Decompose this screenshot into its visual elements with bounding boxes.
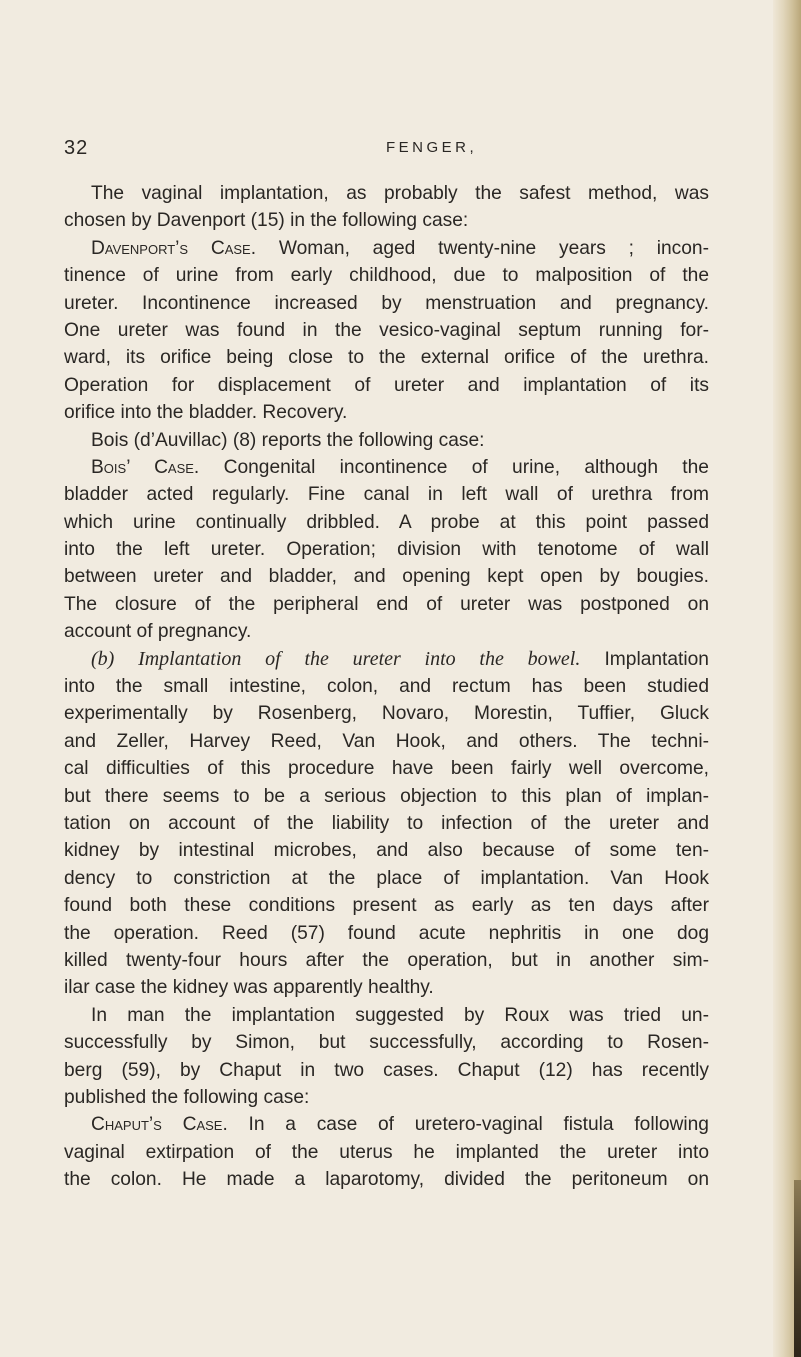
- text-line: orifice into the bladder. Recovery.: [64, 402, 348, 424]
- text-line: and Zeller, Harvey Reed, Van Hook, and others. The techni-: [64, 730, 709, 752]
- body-text: [64, 180, 709, 1193]
- text-line: which urine continually dribbled. A probe at this point passed: [64, 511, 709, 533]
- text-line: kidney by intestinal microbes, and also because of some ten-: [64, 840, 709, 862]
- case-title: Bois’ Case.: [91, 456, 200, 478]
- section-heading-line: [64, 646, 709, 673]
- case-title: Chaput’s Case.: [91, 1114, 228, 1136]
- text-line: Woman, aged twenty-nine years ; incon-: [278, 237, 709, 259]
- page-edge-shadow: [794, 1180, 801, 1357]
- text-line: tinence of urine from early childhood, due to malposition of the: [64, 265, 709, 287]
- text-line: The closure of the peripheral end of ureter was postponed on: [64, 593, 709, 615]
- text-line: tation on account of the liability to infection of the ureter and: [64, 812, 709, 834]
- case-title: Davenport’s Case.: [91, 237, 257, 259]
- text-line: the operation. Reed (57) found acute nephritis in one dog: [64, 922, 709, 944]
- text-line: One ureter was found in the vesico-vaginal septum running for-: [64, 319, 709, 341]
- text-line: into the left ureter. Operation; division with tenotome of wall: [64, 539, 709, 561]
- text-line: Operation for displacement of ureter and implantation of its: [64, 374, 709, 396]
- text-line: between ureter and bladder, and opening kept open by bougies.: [64, 566, 709, 588]
- page-header: [64, 137, 720, 177]
- text-line: ward, its orifice being close to the external orifice of the urethra.: [64, 347, 709, 369]
- text-line: found both these conditions present as early as ten days after: [64, 895, 709, 917]
- text-line: berg (59), by Chaput in two cases. Chaput (12) has recently: [64, 1059, 709, 1081]
- text-line: chosen by Davenport (15) in the following case:: [64, 210, 469, 232]
- text-line: The vaginal implantation, as probably the safest method, was: [91, 183, 709, 204]
- running-head: FENGER,: [386, 139, 478, 156]
- text-line: vaginal extirpation of the uterus he implanted the ureter into: [64, 1141, 709, 1163]
- text-line: Congenital incontinence of urine, although the: [223, 456, 709, 478]
- text-line: killed twenty-four hours after the operation, but in another sim-: [64, 949, 709, 971]
- text-line: bladder acted regularly. Fine canal in left wall of urethra from: [64, 484, 709, 506]
- text-line: successfully by Simon, but successfully, according to Rosen-: [64, 1032, 709, 1054]
- text-line: Implantation: [604, 648, 709, 670]
- section-title: (b) Implantation of the ureter into the bowel.: [91, 647, 581, 670]
- page-gutter-shadow: [773, 0, 801, 1357]
- text-line: but there seems to be a serious objection to this plan of implan-: [64, 785, 709, 807]
- text-line: cal difficulties of this procedure have been fairly well overcome,: [64, 758, 709, 780]
- text-line: experimentally by Rosenberg, Novaro, Morestin, Tuffier, Gluck: [64, 703, 709, 725]
- case-heading-line: [64, 235, 709, 262]
- text-line: dency to constriction at the place of implantation. Van Hook: [64, 867, 709, 889]
- text-line: Bois (d’Auvillac) (8) reports the following case:: [91, 429, 485, 451]
- text-line: In a case of uretero-vaginal fistula following: [248, 1114, 709, 1136]
- case-heading-line: [64, 1111, 709, 1138]
- text-line: In man the implantation suggested by Roux was tried un-: [91, 1004, 709, 1026]
- page-number: 32: [64, 137, 89, 159]
- text-line: ilar case the kidney was apparently healthy.: [64, 977, 434, 999]
- text-line: ureter. Incontinence increased by menstruation and pregnancy.: [64, 292, 709, 314]
- text-line: the colon. He made a laparotomy, divided the peritoneum on: [64, 1169, 709, 1191]
- case-heading-line: [64, 454, 709, 481]
- text-line: into the small intestine, colon, and rectum has been studied: [64, 676, 709, 698]
- text-line: account of pregnancy.: [64, 621, 252, 643]
- text-line: published the following case:: [64, 1086, 310, 1108]
